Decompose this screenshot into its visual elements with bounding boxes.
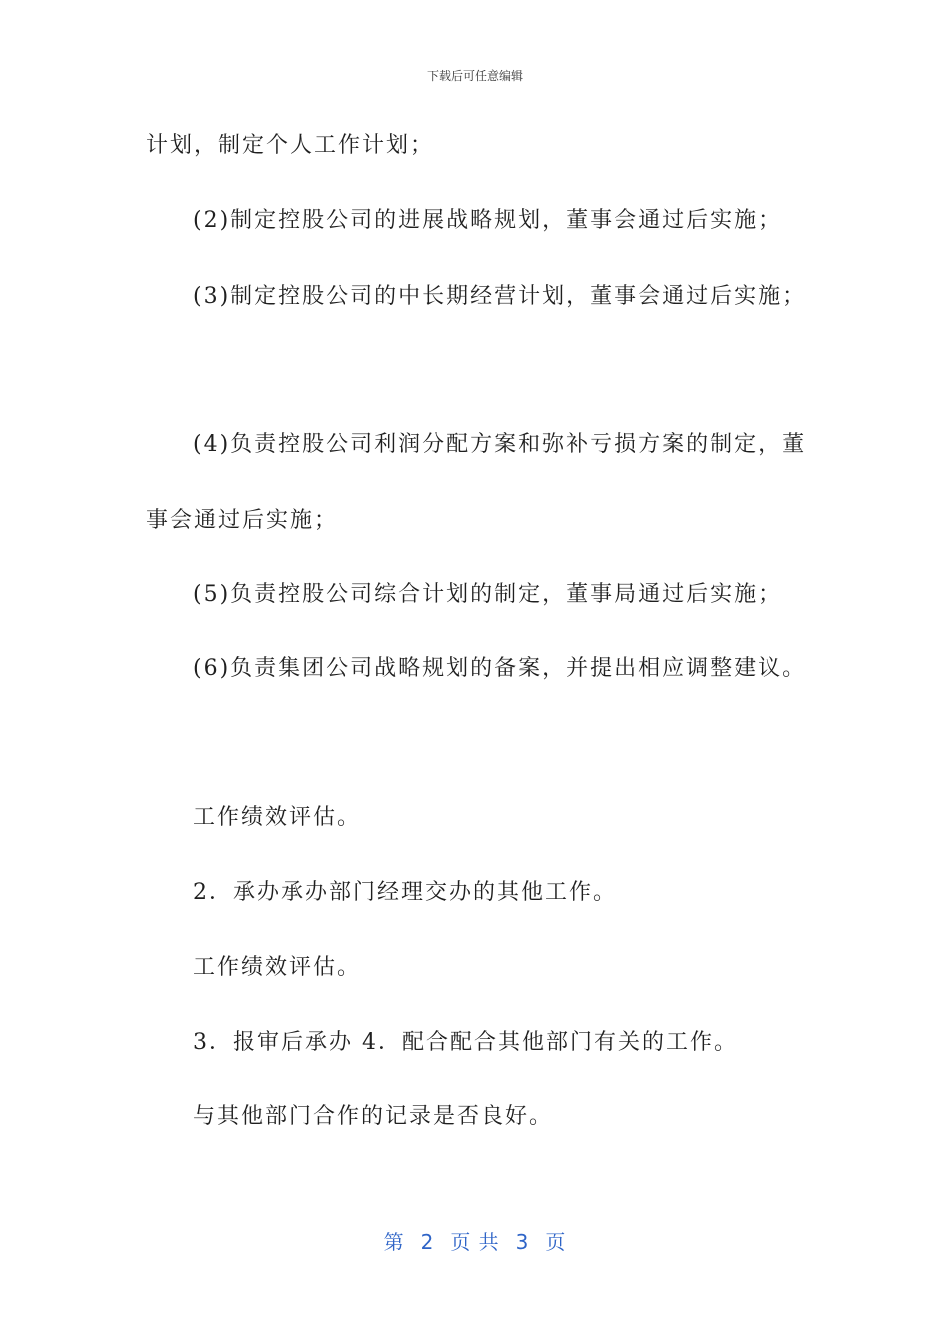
page-footer [0, 1226, 950, 1255]
body-line-11: 3．报审后承办 4．配合配合其他部门有关的工作。 [193, 1030, 738, 1055]
body-line-4: (4)负责控股公司利润分配方案和弥补亏损方案的制定，董 [193, 432, 807, 457]
footer-current-page: 2 [420, 1230, 435, 1254]
body-line-6: (5)负责控股公司综合计划的制定，董事局通过后实施； [193, 582, 783, 607]
body-line-3: (3)制定控股公司的中长期经营计划，董事会通过后实施； [193, 284, 807, 309]
footer-middle: 页 共 [450, 1230, 500, 1254]
footer-total-pages: 3 [515, 1230, 530, 1254]
page-header: 下载后可任意编辑 [426, 69, 523, 83]
body-line-2: (2)制定控股公司的进展战略规划，董事会通过后实施； [193, 208, 783, 233]
body-line-9: 2．承办承办部门经理交办的其他工作。 [193, 880, 617, 905]
footer-suffix: 页 [545, 1230, 567, 1254]
body-line-10: 工作绩效评估。 [193, 955, 362, 980]
body-line-7: (6)负责集团公司战略规划的备案，并提出相应调整建议。 [193, 656, 807, 681]
body-line-8: 工作绩效评估。 [193, 805, 362, 830]
body-line-12: 与其他部门合作的记录是否良好。 [193, 1104, 554, 1129]
body-line-5: 事会通过后实施； [146, 508, 339, 533]
body-line-1: 计划，制定个人工作计划； [146, 133, 435, 158]
footer-prefix: 第 [383, 1230, 405, 1254]
